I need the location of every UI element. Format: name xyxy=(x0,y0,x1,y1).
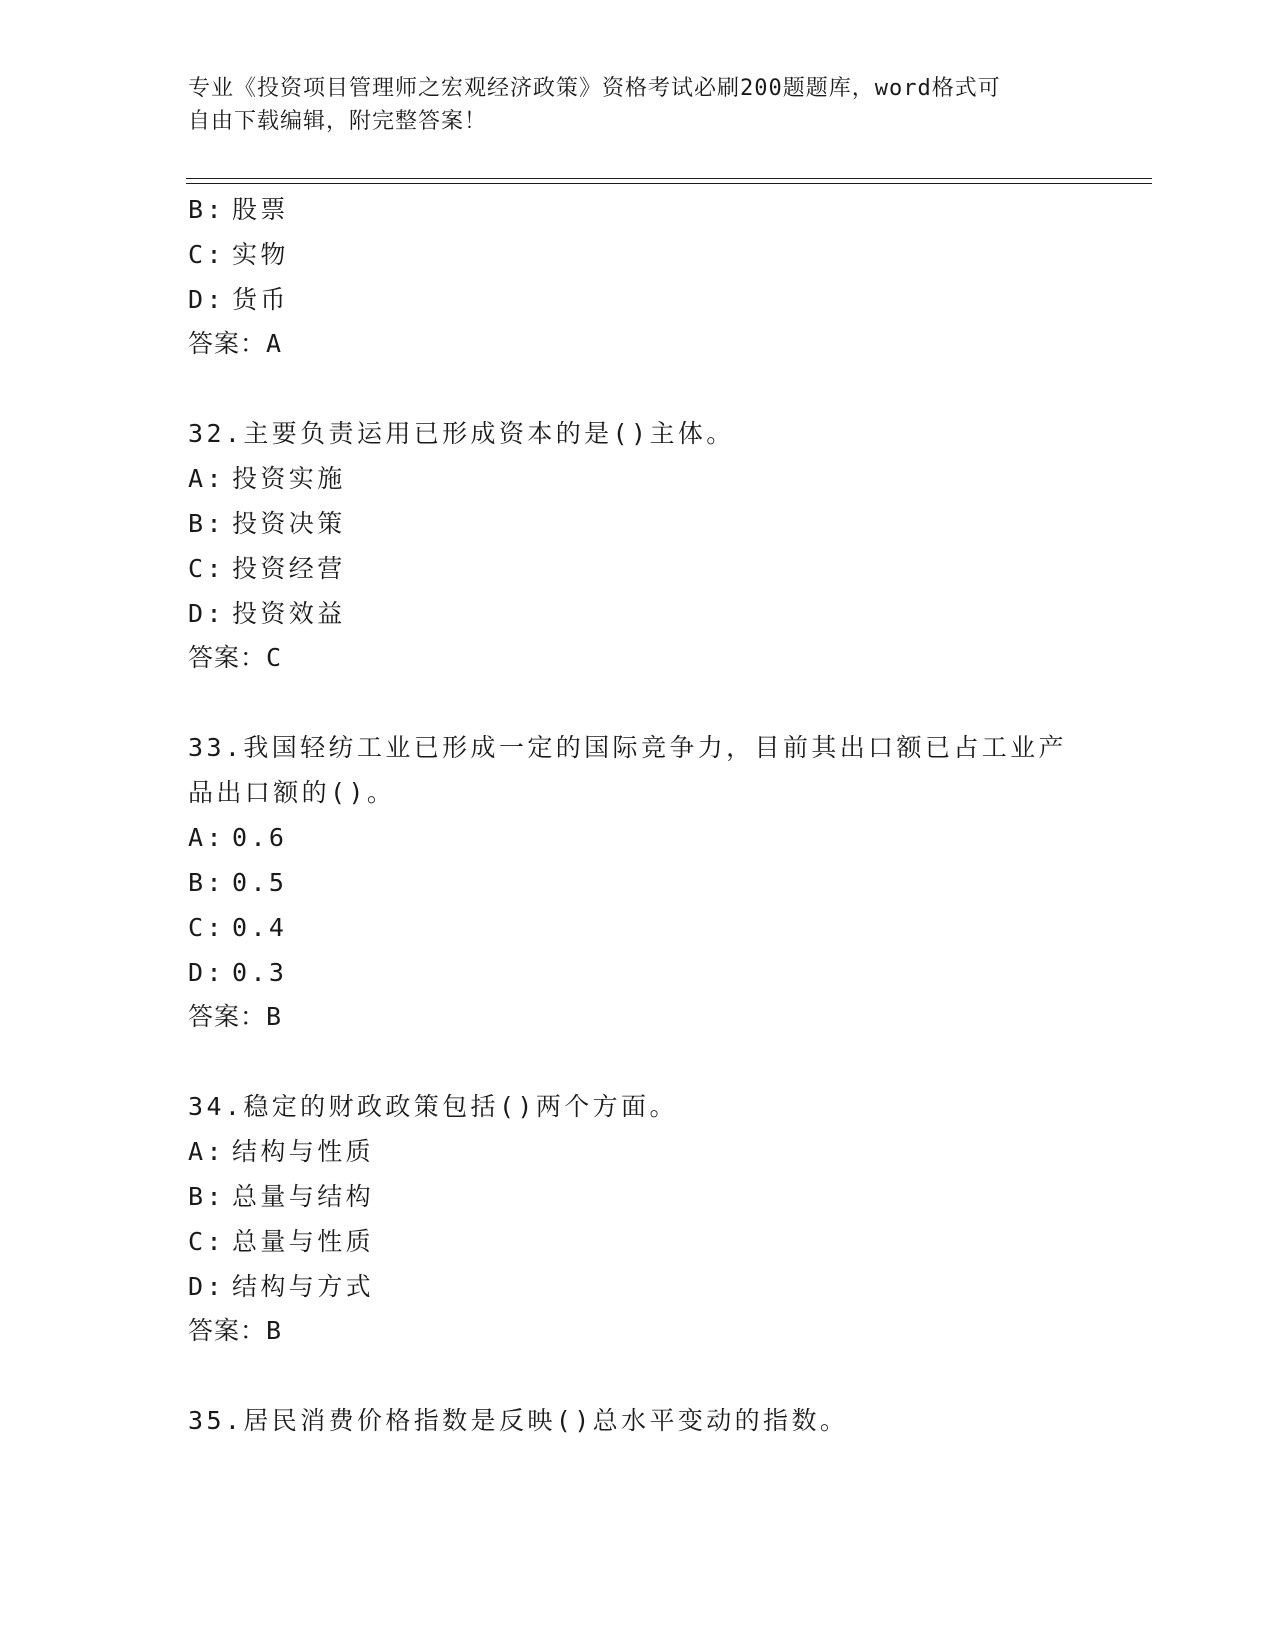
header-title-line-1: 专业《投资项目管理师之宏观经济政策》资格考试必刷200题题库，word格式可 xyxy=(188,76,1001,101)
q33-option-d: D: 0.3 xyxy=(188,958,288,987)
header-divider-bottom xyxy=(186,183,1152,184)
q33-option-c: C: 0.4 xyxy=(188,913,288,942)
q33-answer: 答案：B xyxy=(188,1002,283,1031)
q34-option-a: A: 结构与性质 xyxy=(188,1137,375,1166)
q32-option-a: A: 投资实施 xyxy=(188,464,346,493)
header-divider-top xyxy=(186,178,1152,179)
q34-answer: 答案：B xyxy=(188,1316,283,1345)
q32-answer: 答案：C xyxy=(188,643,283,672)
q35-question: 35.居民消费价格指数是反映()总水平变动的指数。 xyxy=(188,1406,849,1435)
q33-option-b: B: 0.5 xyxy=(188,868,288,897)
q32-option-c: C: 投资经营 xyxy=(188,554,346,583)
q33-question-line-1: 33.我国轻纺工业已形成一定的国际竞争力，目前其出口额已占工业产 xyxy=(188,733,1067,762)
q31-option-b: B: 股票 xyxy=(188,195,289,224)
q34-option-c: C: 总量与性质 xyxy=(188,1227,375,1256)
header-title-line-2: 自由下载编辑，附完整答案！ xyxy=(188,109,488,134)
q31-option-c: C: 实物 xyxy=(188,240,289,269)
q31-option-d: D: 货币 xyxy=(188,285,289,314)
q34-option-d: D: 结构与方式 xyxy=(188,1272,375,1301)
q33-question-line-2: 品出口额的()。 xyxy=(188,778,396,807)
q32-question: 32.主要负责运用已形成资本的是()主体。 xyxy=(188,419,735,448)
q31-answer: 答案：A xyxy=(188,329,283,358)
q34-option-b: B: 总量与结构 xyxy=(188,1182,375,1211)
document-header xyxy=(188,72,1068,138)
q33-option-a: A: 0.6 xyxy=(188,823,288,852)
q32-option-d: D: 投资效益 xyxy=(188,599,346,628)
q32-option-b: B: 投资决策 xyxy=(188,509,346,538)
q34-question: 34.稳定的财政政策包括()两个方面。 xyxy=(188,1092,678,1121)
